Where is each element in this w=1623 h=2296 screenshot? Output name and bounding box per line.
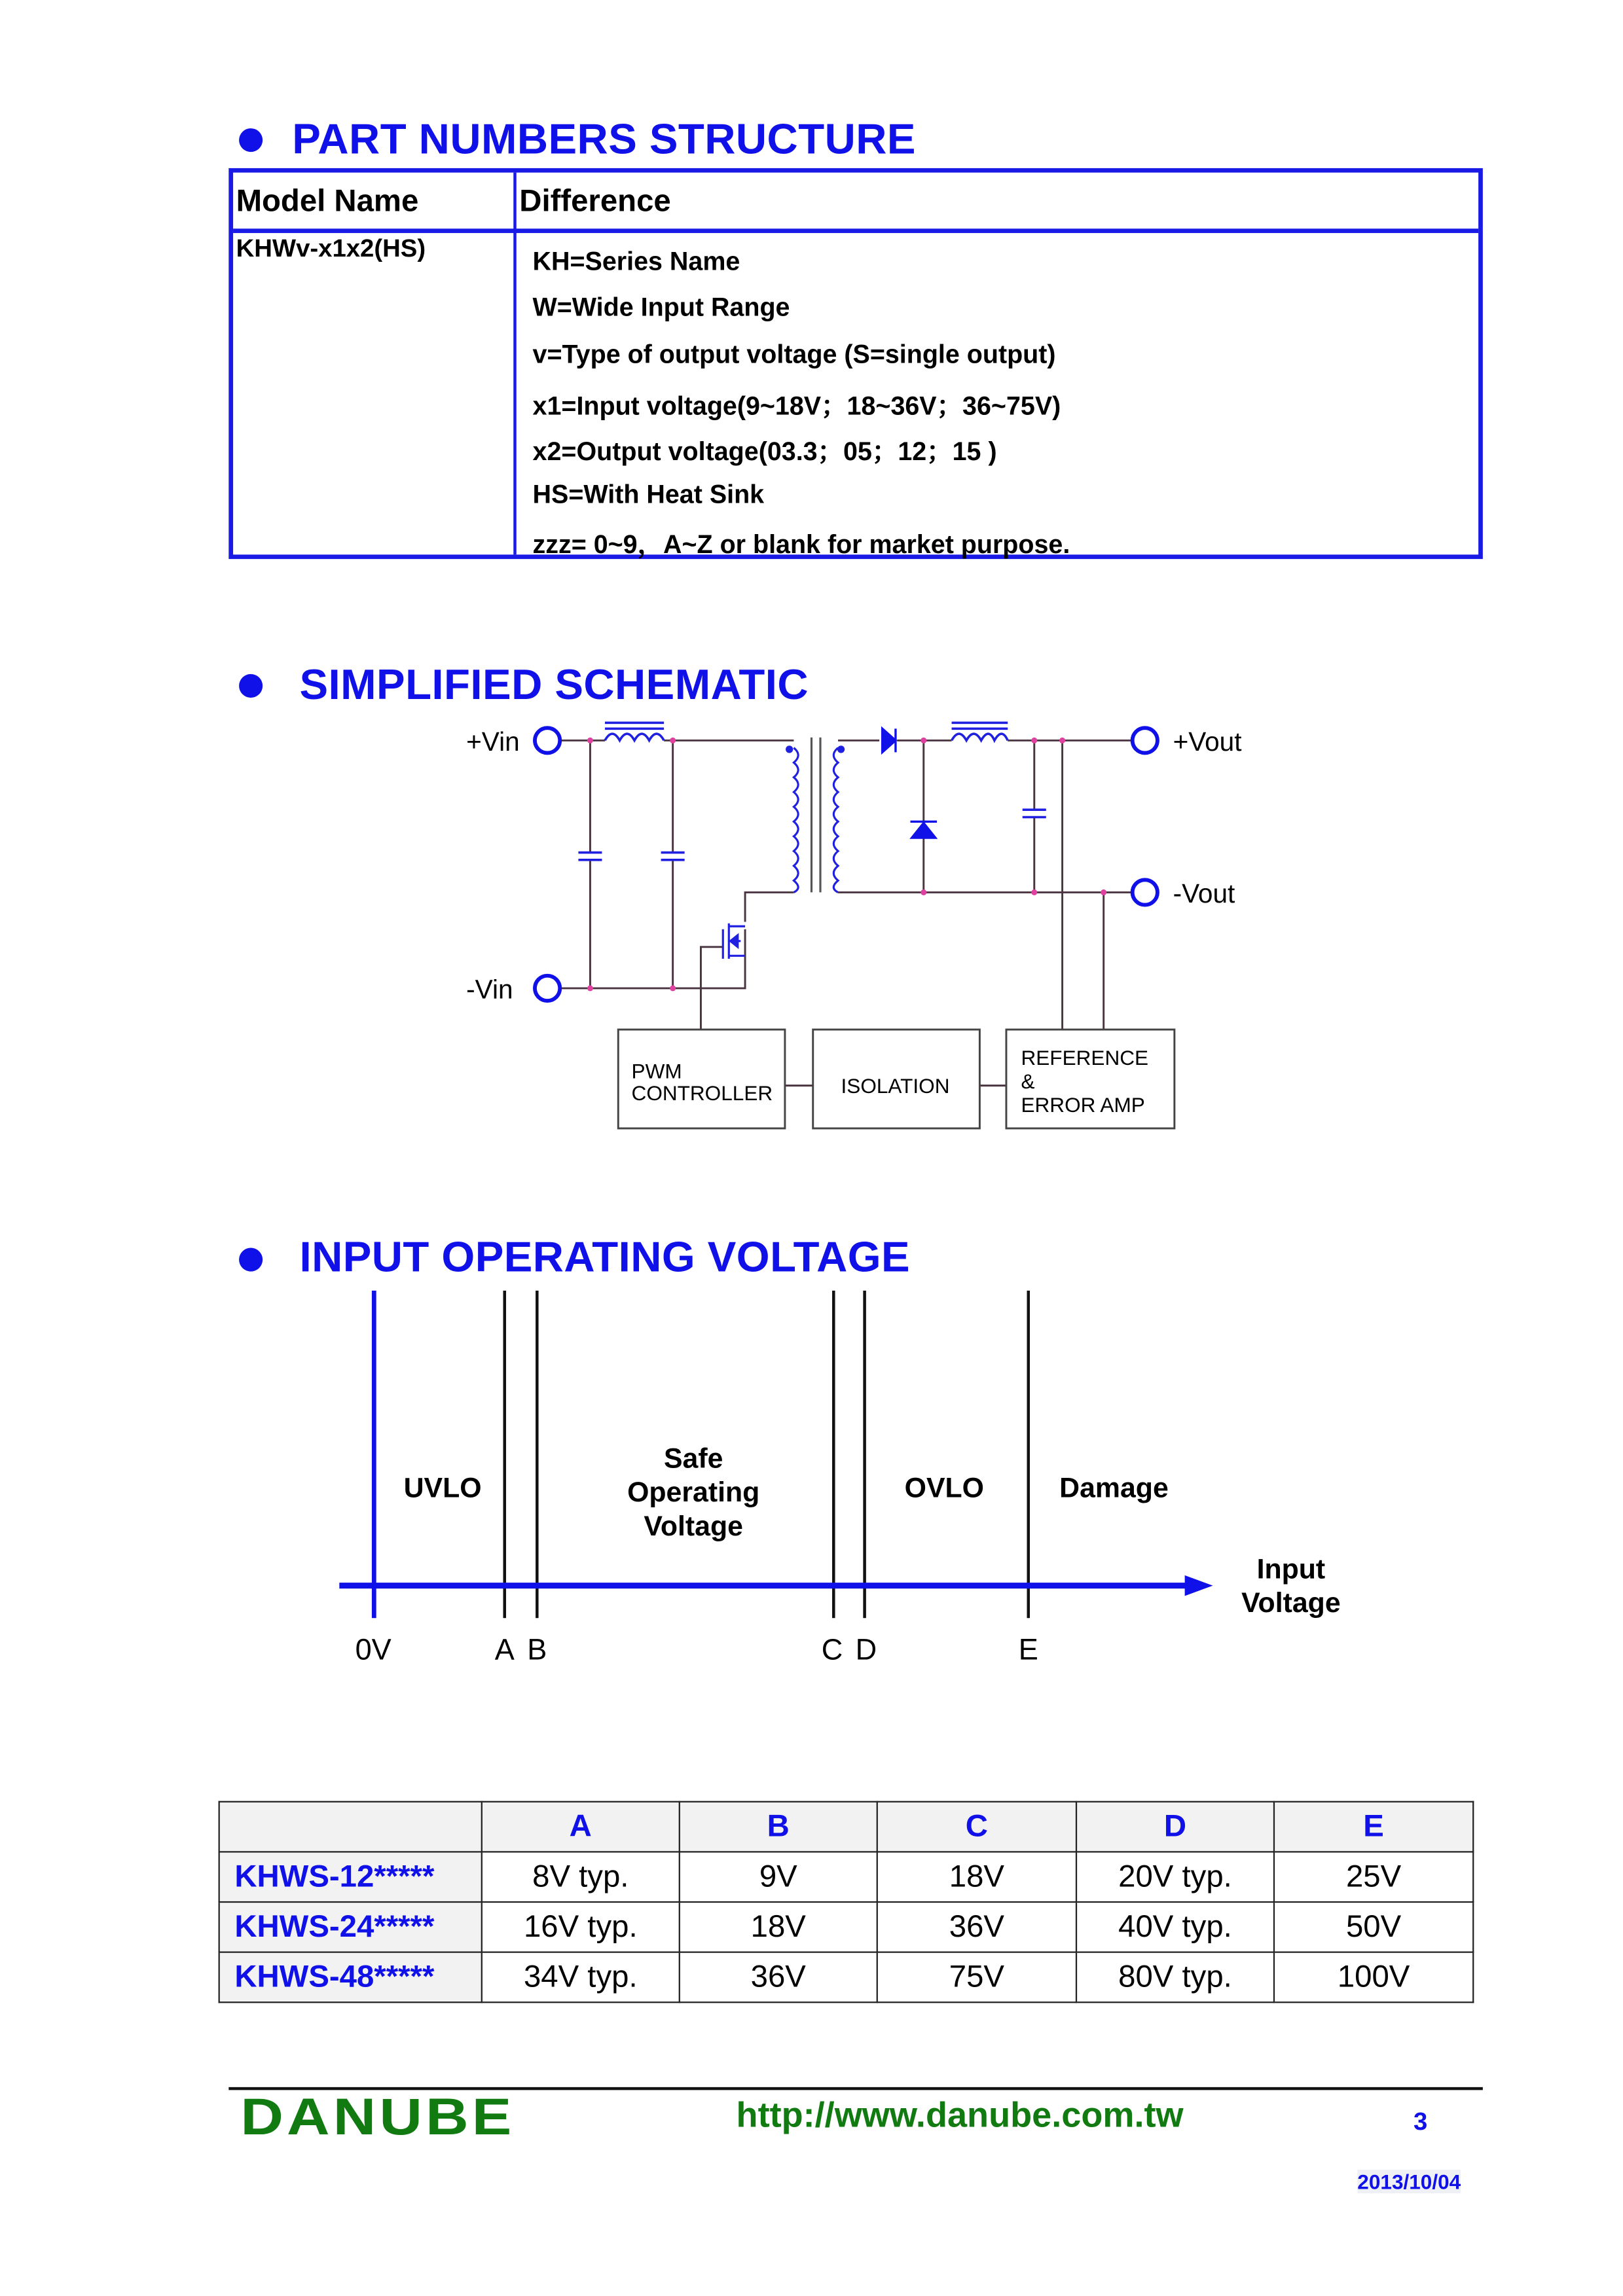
region-damage: Damage xyxy=(1059,1473,1169,1505)
tick-a: A xyxy=(494,1634,515,1667)
section-heading-schematic: SIMPLIFIED SCHEMATIC xyxy=(299,662,809,709)
document-date: 2013/10/04 xyxy=(1357,2170,1461,2194)
terminal-vin-minus-icon xyxy=(535,976,560,1001)
reference-label: REFERENCE xyxy=(1021,1046,1149,1070)
label-vin-minus: -Vin xyxy=(466,974,513,1005)
pwm-label: CONTROLLER xyxy=(631,1081,773,1105)
threshold-line-b xyxy=(536,1291,539,1618)
threshold-line-e xyxy=(1027,1291,1030,1618)
region-uvlo: UVLO xyxy=(403,1473,482,1505)
region-ovlo: OVLO xyxy=(904,1473,984,1505)
transformer-icon xyxy=(793,738,838,893)
bullet-icon xyxy=(239,1248,263,1272)
region-safe-operating: Safe Operating Voltage xyxy=(627,1444,760,1543)
model-cell: KHWS-48***** xyxy=(219,1952,482,2003)
arrow-right-icon xyxy=(1185,1575,1213,1596)
zero-volt-line xyxy=(372,1291,376,1618)
column-header: C xyxy=(877,1802,1076,1852)
tick-d: D xyxy=(855,1634,877,1667)
pwm-label: PWM xyxy=(631,1059,682,1083)
reference-label: & xyxy=(1021,1069,1035,1094)
difference-line: v=Type of output voltage (S=single output) xyxy=(532,339,1056,369)
reference-label: ERROR AMP xyxy=(1021,1093,1145,1117)
column-header: A xyxy=(482,1802,680,1852)
difference-line: HS=With Heat Sink xyxy=(532,479,765,509)
voltage-thresholds-table xyxy=(219,1801,1474,2003)
model-cell: KHWS-24***** xyxy=(219,1902,482,1952)
website-link[interactable]: http://www.danube.com.tw xyxy=(736,2096,1184,2136)
tick-0v: 0V xyxy=(355,1634,392,1667)
section-heading-input-voltage: INPUT OPERATING VOLTAGE xyxy=(299,1234,911,1282)
difference-line: x2=Output voltage(03.3；05；12；15 ) xyxy=(532,437,997,467)
threshold-line-d xyxy=(863,1291,866,1618)
model-cell: KHWS-12***** xyxy=(219,1852,482,1902)
table-row: KHWS-24***** 16V typ. 18V 36V 40V typ. 50V xyxy=(219,1902,1474,1952)
isolation-label: ISOLATION xyxy=(841,1073,950,1098)
model-name-cell: KHWv-x1x2(HS) xyxy=(236,234,426,263)
section-heading-part-numbers: PART NUMBERS STRUCTURE xyxy=(292,117,916,164)
axis-title: Input Voltage xyxy=(1241,1554,1341,1620)
threshold-line-c xyxy=(832,1291,835,1618)
tick-c: C xyxy=(821,1634,843,1667)
diode-icon xyxy=(883,728,896,752)
column-header: B xyxy=(680,1802,877,1852)
column-header-difference: Difference xyxy=(519,184,671,219)
page-number: 3 xyxy=(1413,2108,1428,2136)
diode-icon xyxy=(910,821,937,838)
inductor-icon xyxy=(605,723,1008,740)
table-row: KHWS-48***** 34V typ. 36V 75V 80V typ. 100V xyxy=(219,1952,1474,2003)
column-header: E xyxy=(1274,1802,1473,1852)
difference-line: zzz= 0~9，A~Z or blank for market purpose. xyxy=(532,529,1070,560)
terminal-vin-plus-icon xyxy=(535,728,560,753)
polarity-dot-icon xyxy=(786,745,793,753)
voltage-axis xyxy=(339,1583,1188,1588)
threshold-line-a xyxy=(503,1291,506,1618)
tick-b: B xyxy=(527,1634,547,1667)
table-row: KHWS-12***** 8V typ. 9V 18V 20V typ. 25V xyxy=(219,1852,1474,1902)
label-vout-minus: -Vout xyxy=(1173,878,1235,909)
junction-dot-icon xyxy=(587,738,1106,992)
column-header: D xyxy=(1076,1802,1274,1852)
terminal-vout-minus-icon xyxy=(1133,880,1158,905)
difference-line: KH=Series Name xyxy=(532,246,740,276)
difference-line: x1=Input voltage(9~18V；18~36V；36~75V) xyxy=(532,391,1061,421)
terminal-vout-plus-icon xyxy=(1133,728,1158,753)
difference-line: W=Wide Input Range xyxy=(532,292,790,322)
brand-logo: DANUBE xyxy=(240,2089,515,2146)
column-header-model: Model Name xyxy=(236,184,419,219)
tick-e: E xyxy=(1018,1634,1038,1667)
label-vin-plus: +Vin xyxy=(466,726,520,757)
polarity-dot-icon xyxy=(837,745,845,753)
label-vout-plus: +Vout xyxy=(1173,726,1242,757)
table-header-row xyxy=(219,1802,1474,1852)
mosfet-icon xyxy=(723,924,745,959)
